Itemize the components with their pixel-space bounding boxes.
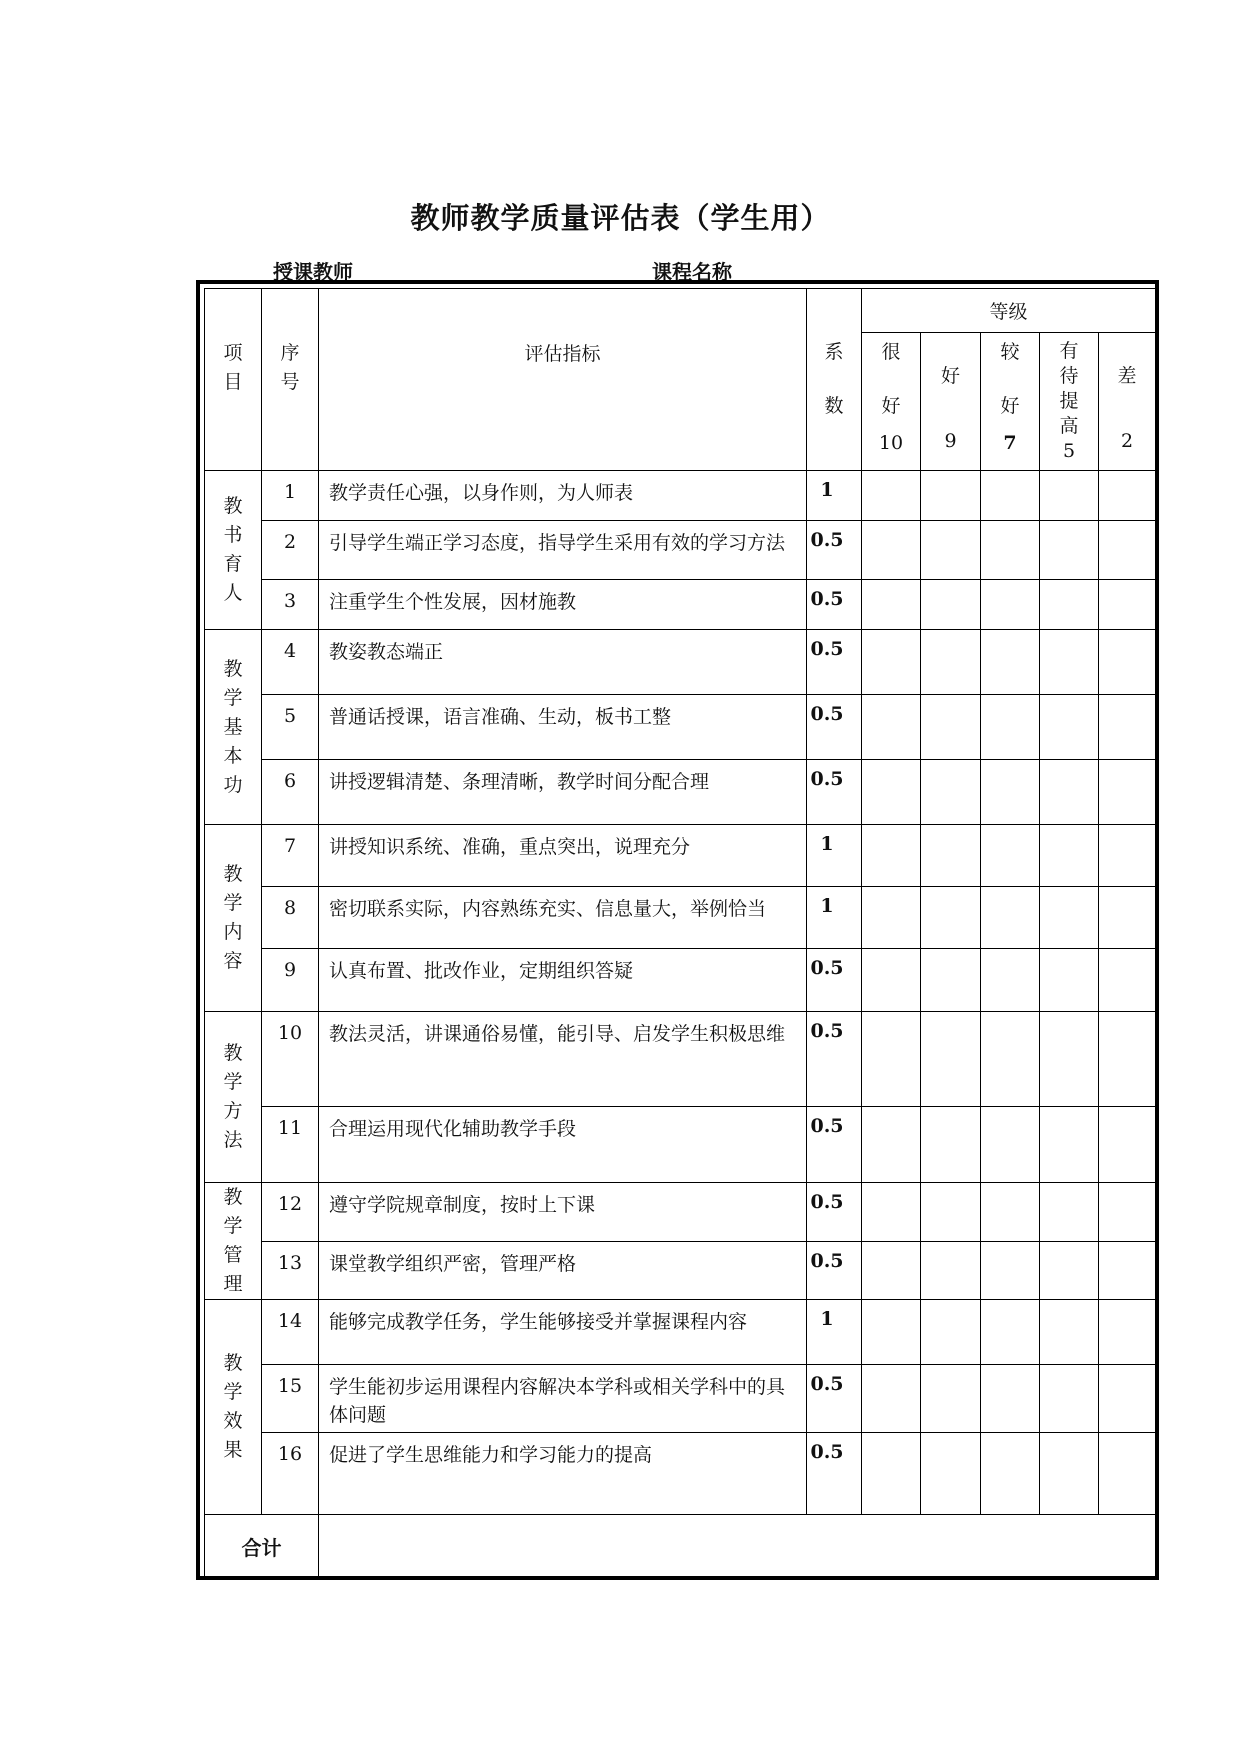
indicator-cell: 促进了学生思维能力和学习能力的提高: [319, 1433, 807, 1515]
grade-input-cell[interactable]: [1040, 1012, 1099, 1107]
grade-input-cell[interactable]: [1099, 1433, 1156, 1515]
grade-input-cell[interactable]: [862, 887, 921, 949]
evaluation-table: [204, 288, 1156, 1579]
grade-input-cell[interactable]: [1099, 1241, 1156, 1300]
seq-cell: 11: [262, 1107, 319, 1183]
header-coefficient: 系 数: [807, 289, 862, 471]
category-cell: 教 学 管 理: [205, 1183, 262, 1300]
category-cell: 教 书 育 人: [205, 471, 262, 630]
grade-input-cell[interactable]: [981, 949, 1040, 1012]
grade-input-cell[interactable]: [1040, 1433, 1099, 1515]
indicator-cell: 教法灵活，讲课通俗易懂，能引导、启发学生积极思维: [319, 1012, 807, 1107]
total-row: [205, 1515, 1156, 1579]
grade-input-cell[interactable]: [981, 1241, 1040, 1300]
indicator-cell: 引导学生端正学习态度，指导学生采用有效的学习方法: [319, 521, 807, 580]
grade-input-cell[interactable]: [1040, 887, 1099, 949]
seq-cell: 15: [262, 1365, 319, 1433]
grade-input-cell[interactable]: [1040, 1365, 1099, 1433]
grade-fairly-good: 较 好 7: [981, 333, 1040, 471]
grade-input-cell[interactable]: [1099, 630, 1156, 695]
grade-input-cell[interactable]: [921, 1107, 981, 1183]
grade-input-cell[interactable]: [1099, 471, 1156, 521]
table-row: [205, 1433, 1156, 1515]
grade-input-cell[interactable]: [921, 1300, 981, 1365]
grade-input-cell[interactable]: [1040, 1107, 1099, 1183]
grade-input-cell[interactable]: [1040, 521, 1099, 580]
seq-cell: 13: [262, 1241, 319, 1300]
grade-input-cell[interactable]: [1099, 580, 1156, 630]
header-grade-group: 等级: [862, 289, 1156, 333]
seq-cell: 1: [262, 471, 319, 521]
grade-input-cell[interactable]: [921, 1012, 981, 1107]
grade-input-cell[interactable]: [981, 630, 1040, 695]
course-name-label: 课程名称: [652, 260, 732, 284]
seq-cell: 14: [262, 1300, 319, 1365]
coefficient-cell: 0.5: [807, 1107, 862, 1183]
grade-input-cell[interactable]: [1099, 949, 1156, 1012]
category-cell: 教 学 基 本 功: [205, 630, 262, 825]
table-row: [205, 580, 1156, 630]
indicator-cell: 注重学生个性发展，因材施教: [319, 580, 807, 630]
grade-input-cell[interactable]: [862, 1300, 921, 1365]
indicator-cell: 认真布置、批改作业，定期组织答疑: [319, 949, 807, 1012]
grade-input-cell[interactable]: [862, 695, 921, 760]
coefficient-cell: 1: [807, 1300, 862, 1365]
seq-cell: 6: [262, 760, 319, 825]
table-row: [205, 695, 1156, 760]
total-label: 合计: [205, 1515, 319, 1579]
seq-cell: 8: [262, 887, 319, 949]
coefficient-cell: 0.5: [807, 695, 862, 760]
evaluation-form-frame: [196, 280, 1159, 1580]
table-row: [205, 521, 1156, 580]
table-row: [205, 949, 1156, 1012]
grade-input-cell[interactable]: [1040, 695, 1099, 760]
teacher-label: 授课教师: [273, 260, 353, 284]
coefficient-cell: 0.5: [807, 1365, 862, 1433]
grade-input-cell[interactable]: [862, 1107, 921, 1183]
grade-input-cell[interactable]: [1099, 1365, 1156, 1433]
indicator-cell: 合理运用现代化辅助教学手段: [319, 1107, 807, 1183]
indicator-cell: 教姿教态端正: [319, 630, 807, 695]
grade-input-cell[interactable]: [921, 1365, 981, 1433]
indicator-cell: 课堂教学组织严密，管理严格: [319, 1241, 807, 1300]
grade-input-cell[interactable]: [862, 630, 921, 695]
coefficient-cell: 0.5: [807, 580, 862, 630]
table-row: [205, 471, 1156, 521]
seq-cell: 16: [262, 1433, 319, 1515]
grade-input-cell[interactable]: [981, 580, 1040, 630]
grade-input-cell[interactable]: [862, 1365, 921, 1433]
grade-input-cell[interactable]: [981, 1433, 1040, 1515]
grade-very-good: 很 好 10: [862, 333, 921, 471]
header-row: [205, 289, 1156, 333]
grade-input-cell[interactable]: [921, 580, 981, 630]
seq-cell: 3: [262, 580, 319, 630]
indicator-cell: 密切联系实际，内容熟练充实、信息量大，举例恰当: [319, 887, 807, 949]
grade-input-cell[interactable]: [862, 471, 921, 521]
coefficient-cell: 0.5: [807, 1183, 862, 1242]
grade-input-cell[interactable]: [981, 471, 1040, 521]
grade-input-cell[interactable]: [1099, 1183, 1156, 1242]
indicator-cell: 遵守学院规章制度，按时上下课: [319, 1183, 807, 1242]
grade-input-cell[interactable]: [921, 887, 981, 949]
grade-input-cell[interactable]: [981, 1183, 1040, 1242]
grade-input-cell[interactable]: [981, 695, 1040, 760]
grade-input-cell[interactable]: [862, 760, 921, 825]
grade-input-cell[interactable]: [921, 630, 981, 695]
table-row: [205, 825, 1156, 887]
seq-cell: 7: [262, 825, 319, 887]
grade-input-cell[interactable]: [862, 1241, 921, 1300]
table-row: [205, 1300, 1156, 1365]
grade-input-cell[interactable]: [981, 521, 1040, 580]
indicator-cell: 讲授逻辑清楚、条理清晰，教学时间分配合理: [319, 760, 807, 825]
seq-cell: 4: [262, 630, 319, 695]
seq-cell: 2: [262, 521, 319, 580]
indicator-cell: 讲授知识系统、准确，重点突出，说理充分: [319, 825, 807, 887]
grade-input-cell[interactable]: [862, 949, 921, 1012]
grade-input-cell[interactable]: [1099, 760, 1156, 825]
category-cell: 教 学 方 法: [205, 1012, 262, 1183]
grade-input-cell[interactable]: [1099, 1300, 1156, 1365]
grade-input-cell[interactable]: [1040, 760, 1099, 825]
grade-input-cell[interactable]: [1099, 1107, 1156, 1183]
grade-input-cell[interactable]: [1040, 1183, 1099, 1242]
coefficient-cell: 0.5: [807, 521, 862, 580]
coefficient-cell: 0.5: [807, 949, 862, 1012]
grade-input-cell[interactable]: [921, 521, 981, 580]
table-row: [205, 1107, 1156, 1183]
total-value-cell[interactable]: [319, 1515, 1156, 1579]
header-seq: 序 号: [262, 289, 319, 471]
grade-poor: 差 2: [1099, 333, 1156, 471]
grade-input-cell[interactable]: [1099, 1012, 1156, 1107]
category-cell: 教 学 内 容: [205, 825, 262, 1012]
grade-input-cell[interactable]: [981, 1107, 1040, 1183]
grade-input-cell[interactable]: [921, 471, 981, 521]
coefficient-cell: 0.5: [807, 1433, 862, 1515]
coefficient-cell: 0.5: [807, 630, 862, 695]
grade-input-cell[interactable]: [862, 580, 921, 630]
table-row: [205, 1012, 1156, 1107]
header-indicator: 评估指标: [319, 289, 807, 471]
table-row: [205, 630, 1156, 695]
seq-cell: 10: [262, 1012, 319, 1107]
header-item: 项 目: [205, 289, 262, 471]
grade-input-cell[interactable]: [1040, 580, 1099, 630]
grade-input-cell[interactable]: [981, 1365, 1040, 1433]
grade-input-cell[interactable]: [921, 760, 981, 825]
grade-input-cell[interactable]: [921, 1183, 981, 1242]
grade-input-cell[interactable]: [921, 825, 981, 887]
table-row: [205, 1365, 1156, 1433]
grade-input-cell[interactable]: [921, 695, 981, 760]
table-row: [205, 887, 1156, 949]
grade-input-cell[interactable]: [1040, 630, 1099, 695]
grade-input-cell[interactable]: [921, 1241, 981, 1300]
grade-input-cell[interactable]: [1099, 825, 1156, 887]
grade-input-cell[interactable]: [862, 521, 921, 580]
grade-input-cell[interactable]: [1099, 521, 1156, 580]
coefficient-cell: 1: [807, 887, 862, 949]
grade-input-cell[interactable]: [981, 760, 1040, 825]
page-title: 教师教学质量评估表（学生用）: [410, 201, 831, 235]
seq-cell: 9: [262, 949, 319, 1012]
indicator-cell: 教学责任心强，以身作则，为人师表: [319, 471, 807, 521]
indicator-cell: 普通话授课，语言准确、生动，板书工整: [319, 695, 807, 760]
grade-input-cell[interactable]: [981, 887, 1040, 949]
indicator-cell: 学生能初步运用课程内容解决本学科或相关学科中的具体问题: [319, 1365, 807, 1433]
grade-input-cell[interactable]: [921, 1433, 981, 1515]
grade-input-cell[interactable]: [1040, 949, 1099, 1012]
grade-input-cell[interactable]: [1040, 471, 1099, 521]
grade-input-cell[interactable]: [981, 825, 1040, 887]
grade-input-cell[interactable]: [1040, 1241, 1099, 1300]
grade-good: 好 9: [921, 333, 981, 471]
coefficient-cell: 0.5: [807, 760, 862, 825]
coefficient-cell: 1: [807, 825, 862, 887]
grade-input-cell[interactable]: [1099, 887, 1156, 949]
grade-input-cell[interactable]: [981, 1012, 1040, 1107]
grade-input-cell[interactable]: [981, 1300, 1040, 1365]
grade-input-cell[interactable]: [862, 1012, 921, 1107]
grade-input-cell[interactable]: [1099, 695, 1156, 760]
table-row: [205, 760, 1156, 825]
grade-input-cell[interactable]: [921, 949, 981, 1012]
seq-cell: 5: [262, 695, 319, 760]
grade-input-cell[interactable]: [862, 1183, 921, 1242]
grade-input-cell[interactable]: [1040, 1300, 1099, 1365]
grade-needs-improvement: 有 待 提 高 5: [1040, 333, 1099, 471]
grade-input-cell[interactable]: [1040, 825, 1099, 887]
seq-cell: 12: [262, 1183, 319, 1242]
category-cell: 教 学 效 果: [205, 1300, 262, 1515]
table-row: [205, 1241, 1156, 1300]
coefficient-cell: 0.5: [807, 1241, 862, 1300]
table-row: [205, 1183, 1156, 1242]
coefficient-cell: 1: [807, 471, 862, 521]
coefficient-cell: 0.5: [807, 1012, 862, 1107]
grade-input-cell[interactable]: [862, 1433, 921, 1515]
indicator-cell: 能够完成教学任务，学生能够接受并掌握课程内容: [319, 1300, 807, 1365]
grade-input-cell[interactable]: [862, 825, 921, 887]
